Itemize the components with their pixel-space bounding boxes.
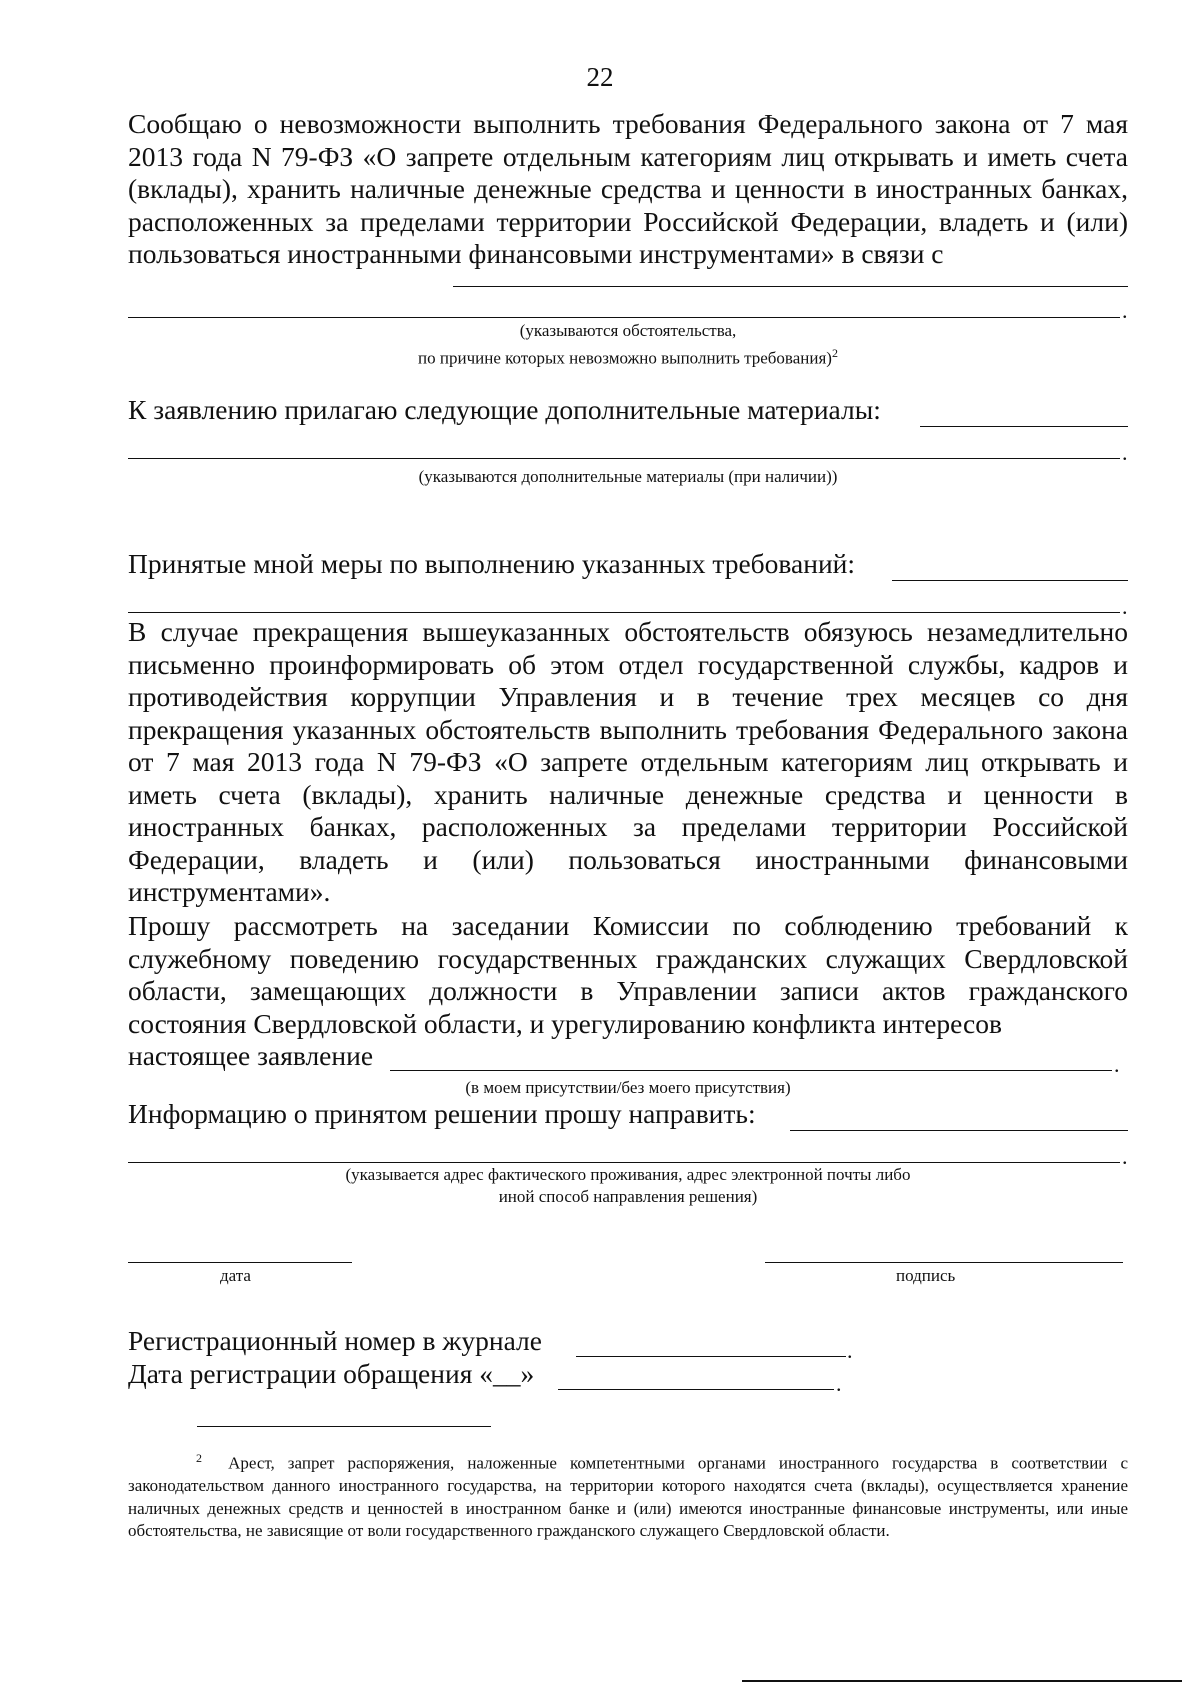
obligation-paragraph: В случае прекращения вышеуказанных обстоятельств обязуюсь незамедлительно письменно проинформировать об этом отдел государственной службы, кадров и противодействия коррупции Управления и в течение трех месяцев со дня прекращения указанных обстоятельств выполнить требования Федерального закона от 7 мая 2013 года N 79-ФЗ «О запрете отдельным категориям лиц открывать и иметь счета (вклады), хранить наличные денежные средства и ценности в иностранных банках, расположенных за пределами территории Российской Федерации, владеть и (или) пользоваться иностранными финансовыми инструментами». (128, 616, 1128, 907)
notification-paragraph: Сообщаю о невозможности выполнить требования Федерального закона от 7 мая 2013 года N 79-ФЗ «О запрете отдельным категориям лиц открывать и иметь счета (вклады), хранить наличные денежные средства и ценности в иностранных банках, расположенных за пределами территории Российской Федерации, владеть и (или) пользоваться иностранными финансовыми инструментами» в связи с (128, 108, 1128, 269)
footnote-separator (197, 1426, 491, 1427)
attachments-label: К заявлению прилагаю следующие дополнительные материалы: (128, 394, 881, 425)
caption-attachments: (указываются дополнительные материалы (при наличии)) (418, 467, 838, 486)
date-fill-line[interactable] (128, 1262, 352, 1263)
request-tail-label: настоящее заявление (128, 1040, 374, 1071)
registration-number-fill-line[interactable] (576, 1356, 846, 1357)
registration-date-label: Дата регистрации обращения «__» (128, 1358, 535, 1389)
reason-fill-line-2[interactable] (128, 317, 1120, 318)
signature-label: подпись (896, 1266, 956, 1285)
attachments-fill-line-2[interactable] (128, 458, 1120, 459)
notification-paragraph-block (128, 108, 1128, 271)
measures-fill-line-1[interactable] (892, 580, 1128, 581)
date-label: дата (220, 1266, 251, 1285)
measures-label: Принятые мной меры по выполнению указанных требований: (128, 548, 856, 579)
document-page: 22 Сообщаю о невозможности выполнить требования Федерального закона от 7 мая 2013 года N 79-ФЗ «О запрете отдельным категориям лиц открывать и иметь счета (вклады), хранить наличные денежные средства и ценности в иностранных банках, расположенных за пределами территории Российской Федерации, владеть и (или) пользоваться иностранными финансовыми инструментами» в связи с . (указываются обстоятельства, по причине которых невозможно выполнить требования)$^2$ К заявлению прилагаю следующие дополнительные материалы: . (указываются дополнительные материалы (при наличии)) Принятые мной меры по выполнению указанных требований: . В случае прекращения вышеуказанных обстоятельств обязуюсь незамедлительно письменно проинформировать об этом отдел государственной службы, кадров и противодействия коррупции Управления и в течение трех месяцев со дня прекращения указанных обстоятельств выполнить требования Федерального закона от 7 мая 2013 года N 79-ФЗ «О запрете отдельным категориям лиц открывать и иметь счета (вклады), хранить наличные денежные средства и ценности в иностранных банках, расположенных за пределами территории Российской Федерации, владеть и (или) пользоваться иностранными финансовыми инструментами». Прошу рассмотреть на заседании Комиссии по соблюдению требований к служебному поведению государственных гражданских служащих Свердловской области, замещающих должности в Управлении записи актов гражданского состояния Свердловской области, и урегулированию конфликта интересов настоящее заявление . (в моем присутствии/без моего присутствия) Информацию о принятом решении прошу направить: . (указывается адрес фактического проживания, адрес электронной почты либо иной способ направления решения) дата подпись Регистрационный номер в журнале . Дата регистрации обращения «__» . $^2$ Арест, запрет распоряжения, наложенные компетентными органами иностранного государства в соответствии с законодательством данного иностранного государства, на территории которого находятся счета (вклады), осуществляется хранение наличных денежных средств и ценностей в иностранном банке и (или) имеются иностранные финансовые инструменты, или иные обстоятельства, не зависящие от воли государственного гражданского служащего Свердловской области. (0, 0, 1200, 1695)
page-number: 22 (586, 62, 614, 92)
registration-date-fill-line[interactable] (558, 1389, 834, 1390)
signature-fill-line[interactable] (765, 1262, 1123, 1263)
decision-fill-line-2[interactable] (128, 1162, 1120, 1163)
caption-address: (указывается адрес фактического проживания, адрес электронной почты либо иной способ направления решения) (345, 1165, 911, 1206)
presence-fill-line[interactable] (390, 1070, 1112, 1071)
measures-fill-line-2[interactable] (128, 612, 1120, 613)
request-paragraph-block (128, 910, 1128, 1040)
registration-number-label: Регистрационный номер в журнале (128, 1325, 542, 1356)
caption-presence: (в моем присутствии/без моего присутствия) (465, 1078, 791, 1097)
request-paragraph: Прошу рассмотреть на заседании Комиссии по соблюдению требований к служебному поведению государственных гражданских служащих Свердловской области, замещающих должности в Управлении записи актов гражданского состояния Свердловской области, и урегулированию конфликта интересов (128, 910, 1128, 1039)
scan-edge-line (742, 1680, 1182, 1682)
footnote-ref: 2 (831, 346, 838, 360)
decision-info-label: Информацию о принятом решении прошу направить: (128, 1098, 756, 1129)
reason-fill-line-1[interactable] (453, 286, 1128, 287)
decision-fill-line-1[interactable] (790, 1130, 1128, 1131)
obligation-paragraph-block (128, 616, 1128, 909)
footnote (128, 1447, 1128, 1543)
caption-circumstances: (указываются обстоятельства, по причине которых невозможно выполнить требования)$^2$ (418, 321, 838, 368)
footnote-number: 2 (196, 1451, 202, 1465)
attachments-fill-line-1[interactable] (920, 426, 1128, 427)
footnote-text: Арест, запрет распоряжения, наложенные компетентными органами иностранного государства в соответствии с законодательством данного иностранного государства, на территории которого находятся счета (вклады), осуществляется хранение наличных денежных средств и ценностей в иностранном банке и (или) имеются иностранные финансовые инструменты, или иные обстоятельства, не зависящие от воли государственного гражданского служащего Свердловской области. (128, 1453, 1128, 1541)
